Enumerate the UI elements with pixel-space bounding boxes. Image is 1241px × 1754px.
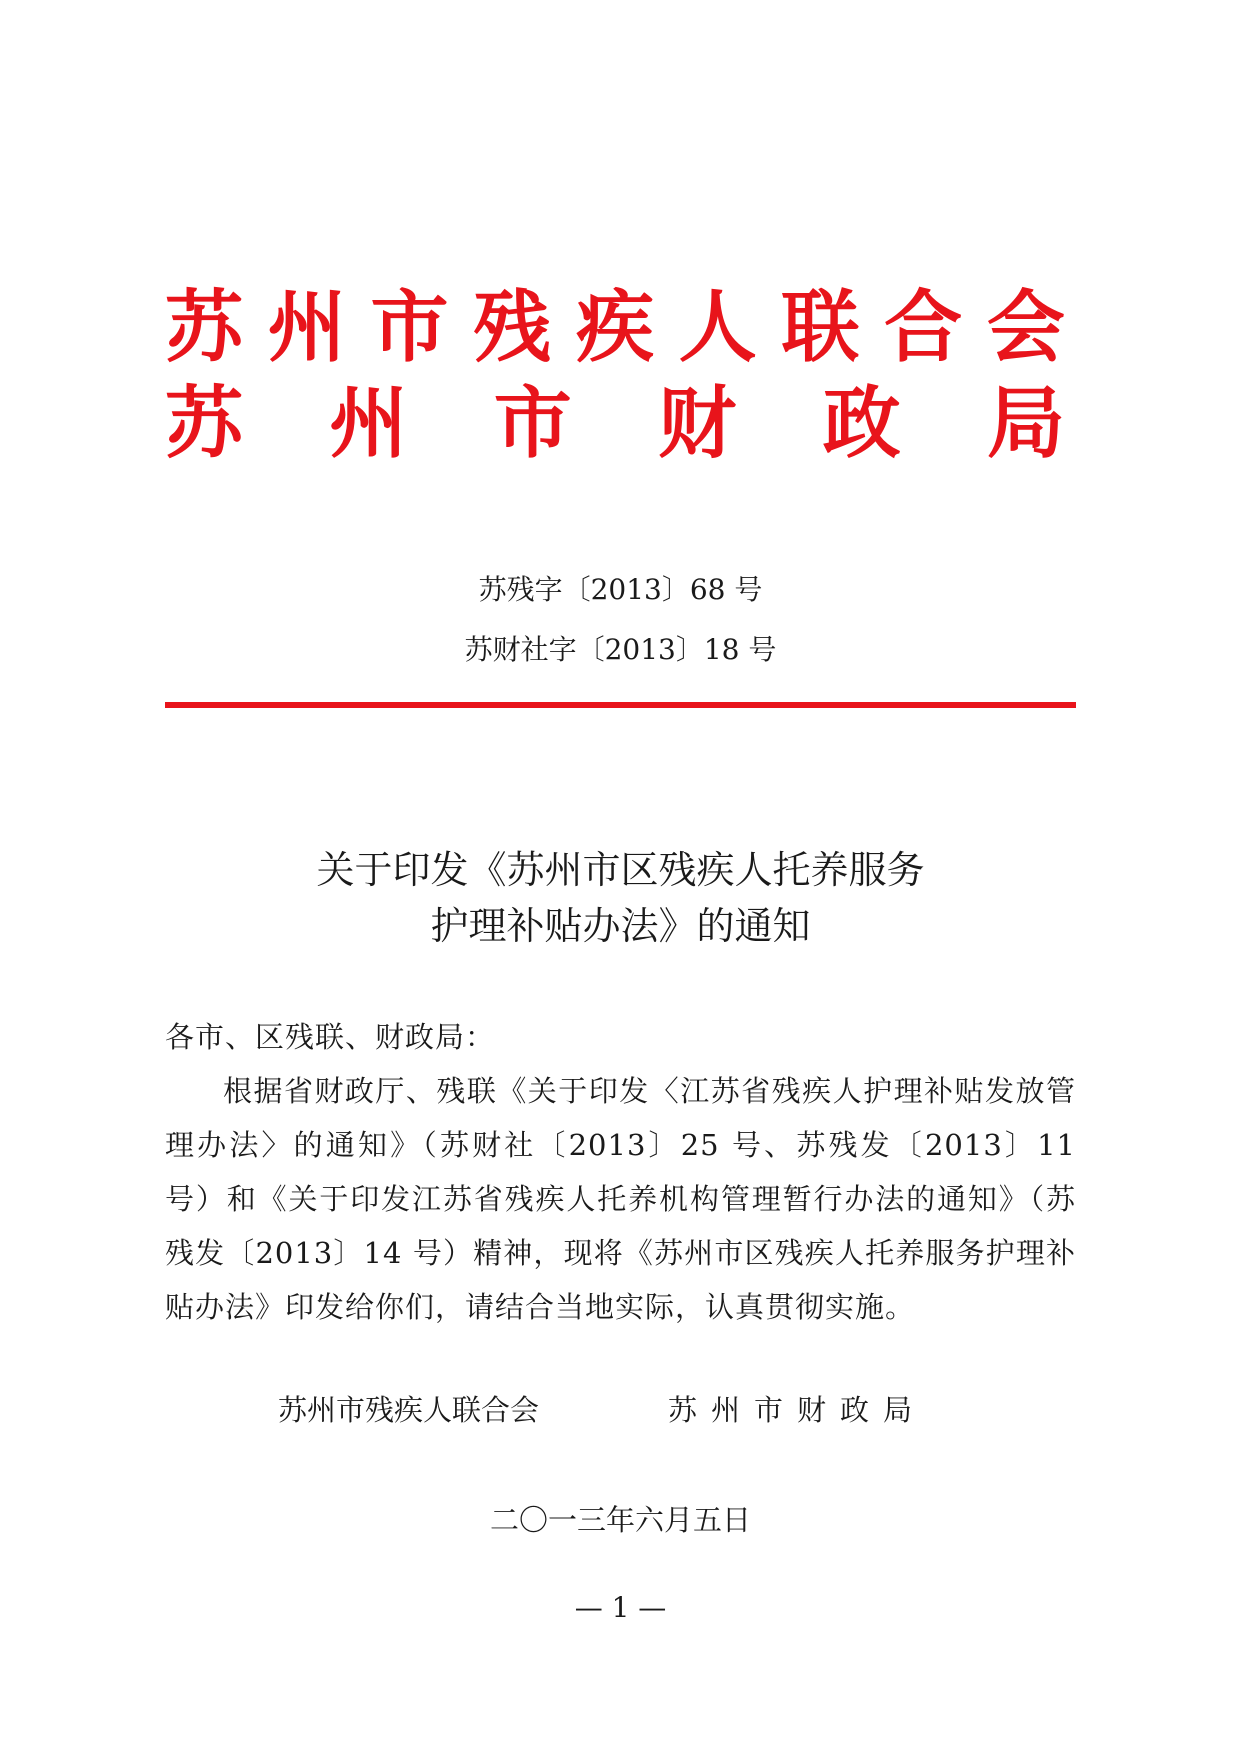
header-char: 苏 [165, 379, 244, 469]
signer-disabled-federation: 苏州市残疾人联合会 [278, 1393, 540, 1427]
header-char: 人 [678, 283, 757, 373]
header-char: 财 [658, 379, 737, 469]
document-number-1: 苏残字〔2013〕68 号 [478, 573, 763, 606]
body-paragraph: 根据省财政厅、残联《关于印发〈江苏省残疾人护理补贴发放管理办法〉的通知》（苏财社〔2013〕25 号、苏残发〔2013〕11 号）和《关于印发江苏省残疾人托养机构管理暂行办法的通知》（苏残发〔2013〕14 号）精神，现将《苏州市区残疾人托养服务护理补贴办法》印发给你们，请结合当地实际，认真贯彻实施。 [165, 1074, 1076, 1324]
page-number: — 1 — [574, 1591, 667, 1624]
header-char: 疾 [575, 283, 654, 373]
header-char: 市 [493, 379, 572, 469]
header-char: 苏 [165, 283, 244, 373]
header-char: 合 [884, 283, 963, 373]
header-char: 联 [781, 283, 860, 373]
signer-finance-bureau: 苏州市财政局 [668, 1393, 927, 1427]
salutation: 各市、区残联、财政局： [165, 1020, 496, 1054]
header-char: 会 [986, 283, 1065, 373]
notice-title-line-2: 护理补贴办法》的通知 [430, 904, 811, 948]
header-char: 州 [267, 283, 346, 373]
issue-date: 二〇一三年六月五日 [489, 1503, 751, 1537]
header-org-finance-bureau [165, 378, 1065, 470]
header-char: 市 [370, 283, 449, 373]
header-char: 残 [473, 283, 552, 373]
document-number-2: 苏财社字〔2013〕18 号 [464, 633, 777, 666]
header-char: 政 [822, 379, 901, 469]
header-char: 州 [329, 379, 408, 469]
notice-title-line-1: 关于印发《苏州市区残疾人托养服务 [316, 848, 925, 892]
header-org-disabled-federation [165, 282, 1065, 374]
header-char: 局 [986, 379, 1065, 469]
red-header-divider [165, 702, 1076, 708]
